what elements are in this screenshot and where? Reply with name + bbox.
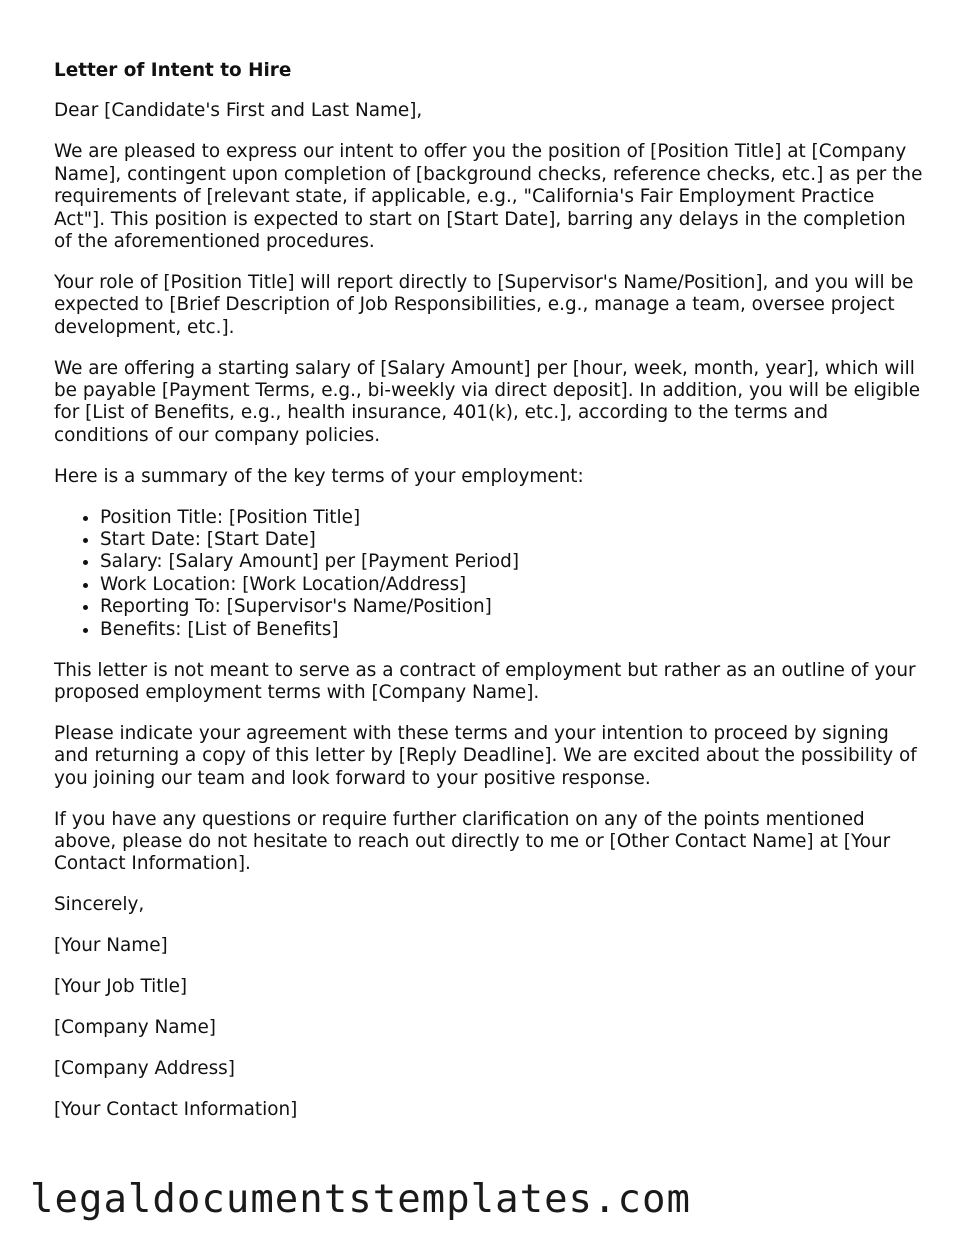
signature-company-name: [Company Name] [54, 1017, 216, 1038]
signature-job-title: [Your Job Title] [54, 976, 188, 998]
paragraph-intent: We are pleased to express our intent to offer you the position of [Position Title] at [Company Name], contingent upon completion of [background checks, reference checks, etc.] as per the requirements of [relevant state, if applicable, e.g., "California's Fair Employment Practice Act"]. This position is expected to start on [Start Date], barring any delays in the completion of the aforementioned procedures. [54, 141, 923, 252]
salutation: Dear [Candidate's First and Last Name], [54, 100, 423, 122]
paragraph-salary: We are offering a starting salary of [Salary Amount] per [hour, week, month, year], which will be payable [Payment Terms, e.g., bi-weekly via direct deposit]. In addition, you will be eligible for [List of Benefits, e.g., health insurance, 401(k), etc.], according to the terms and conditions of our company policies. [54, 357, 921, 446]
paragraph-agreement: Please indicate your agreement with these terms and your intention to proceed by signing and returning a copy of this letter by [Reply Deadline]. We are excited about the possibility of you joining our team and look forward to your positive response. [54, 722, 917, 789]
list-item: • Benefits: [List of Benefits] [100, 619, 924, 641]
list-item: • Work Location: [Work Location/Address] [100, 574, 924, 596]
signature-contact-info: [Your Contact Information] [54, 1098, 298, 1120]
signature-company-address: [Company Address] [54, 1057, 235, 1079]
paragraph-summary-intro: Here is a summary of the key terms of your employment: [54, 465, 584, 487]
letter-page [54, 60, 924, 1140]
signature-name: [Your Name] [54, 935, 168, 957]
list-item: • Reporting To: [Supervisor's Name/Position] [100, 596, 924, 618]
paragraph-questions: If you have any questions or require further clarification on any of the points mentioned above, please do not hesitate to reach out directly to me or [Other Contact Name] at [Your Contact Information]. [54, 808, 891, 875]
key-terms-list [54, 507, 924, 641]
site-watermark: legaldocumentstemplates.com [30, 1177, 691, 1222]
sign-off: Sincerely, [54, 894, 145, 916]
letter-title: Letter of Intent to Hire [54, 60, 292, 81]
list-item: • Start Date: [Start Date] [100, 529, 924, 551]
list-item: • Position Title: [Position Title] [100, 507, 924, 529]
list-item: • Salary: [Salary Amount] per [Payment Period] [100, 551, 924, 573]
paragraph-role: Your role of [Position Title] will report directly to [Supervisor's Name/Position], and you will be expected to [Brief Description of Job Responsibilities, e.g., manage a team, oversee project development, etc.]. [54, 271, 914, 338]
paragraph-not-contract: This letter is not meant to serve as a contract of employment but rather as an outline of your proposed employment terms with [Company Name]. [54, 659, 916, 703]
